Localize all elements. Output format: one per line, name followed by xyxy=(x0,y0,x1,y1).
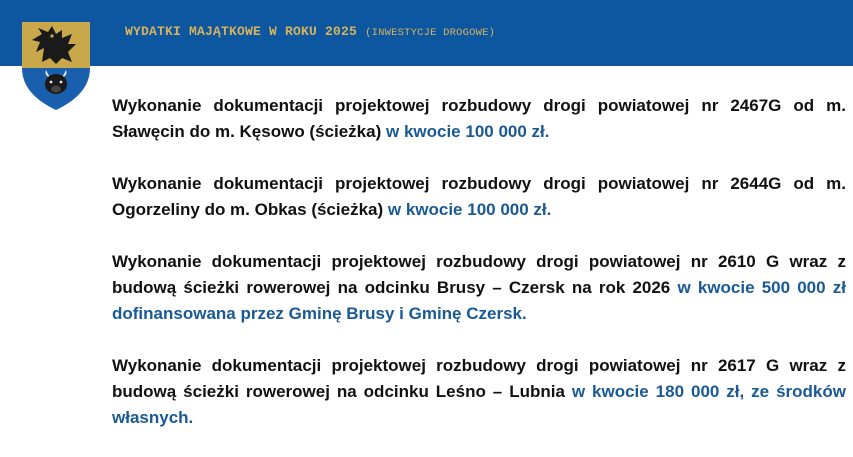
title-text: WYDATKI MAJĄTKOWE W ROKU 2025 xyxy=(125,24,358,39)
header-banner xyxy=(0,0,853,66)
item-amount: w kwocie 100 000 zł. xyxy=(386,122,550,141)
list-item xyxy=(112,353,846,431)
list-item xyxy=(112,171,846,223)
griffin-coat-of-arms-icon xyxy=(22,22,90,110)
page-title xyxy=(125,24,495,39)
item-amount: w kwocie 500 000 zł dofinansowana przez Gminę Brusy i Gminę Czersk. xyxy=(112,278,846,323)
item-description: Wykonanie dokumentacji projektowej rozbudowy drogi powiatowej nr 2644G od m. Ogorzeliny do m. Obkas (ścieżka) xyxy=(112,174,846,219)
item-amount: w kwocie 100 000 zł. xyxy=(387,200,552,219)
item-description: Wykonanie dokumentacji projektowej rozbudowy drogi powiatowej nr 2617 G wraz z budową ścieżki rowerowej na odcinku Leśno – Lubnia xyxy=(112,356,846,401)
item-amount: w kwocie 180 000 zł, ze środków własnych. xyxy=(112,382,846,427)
list-item xyxy=(112,93,846,145)
investment-list xyxy=(112,93,846,457)
item-description: Wykonanie dokumentacji projektowej rozbudowy drogi powiatowej nr 2467G od m. Sławęcin do m. Kęsowo (ścieżka) xyxy=(112,96,846,141)
item-description: Wykonanie dokumentacji projektowej rozbudowy drogi powiatowej nr 2610 G wraz z budową ścieżki rowerowej na odcinku Brusy – Czersk na rok 2026 xyxy=(112,252,846,297)
list-item xyxy=(112,249,846,327)
title-subtitle: (INWESTYCJE DROGOWE) xyxy=(365,27,496,39)
